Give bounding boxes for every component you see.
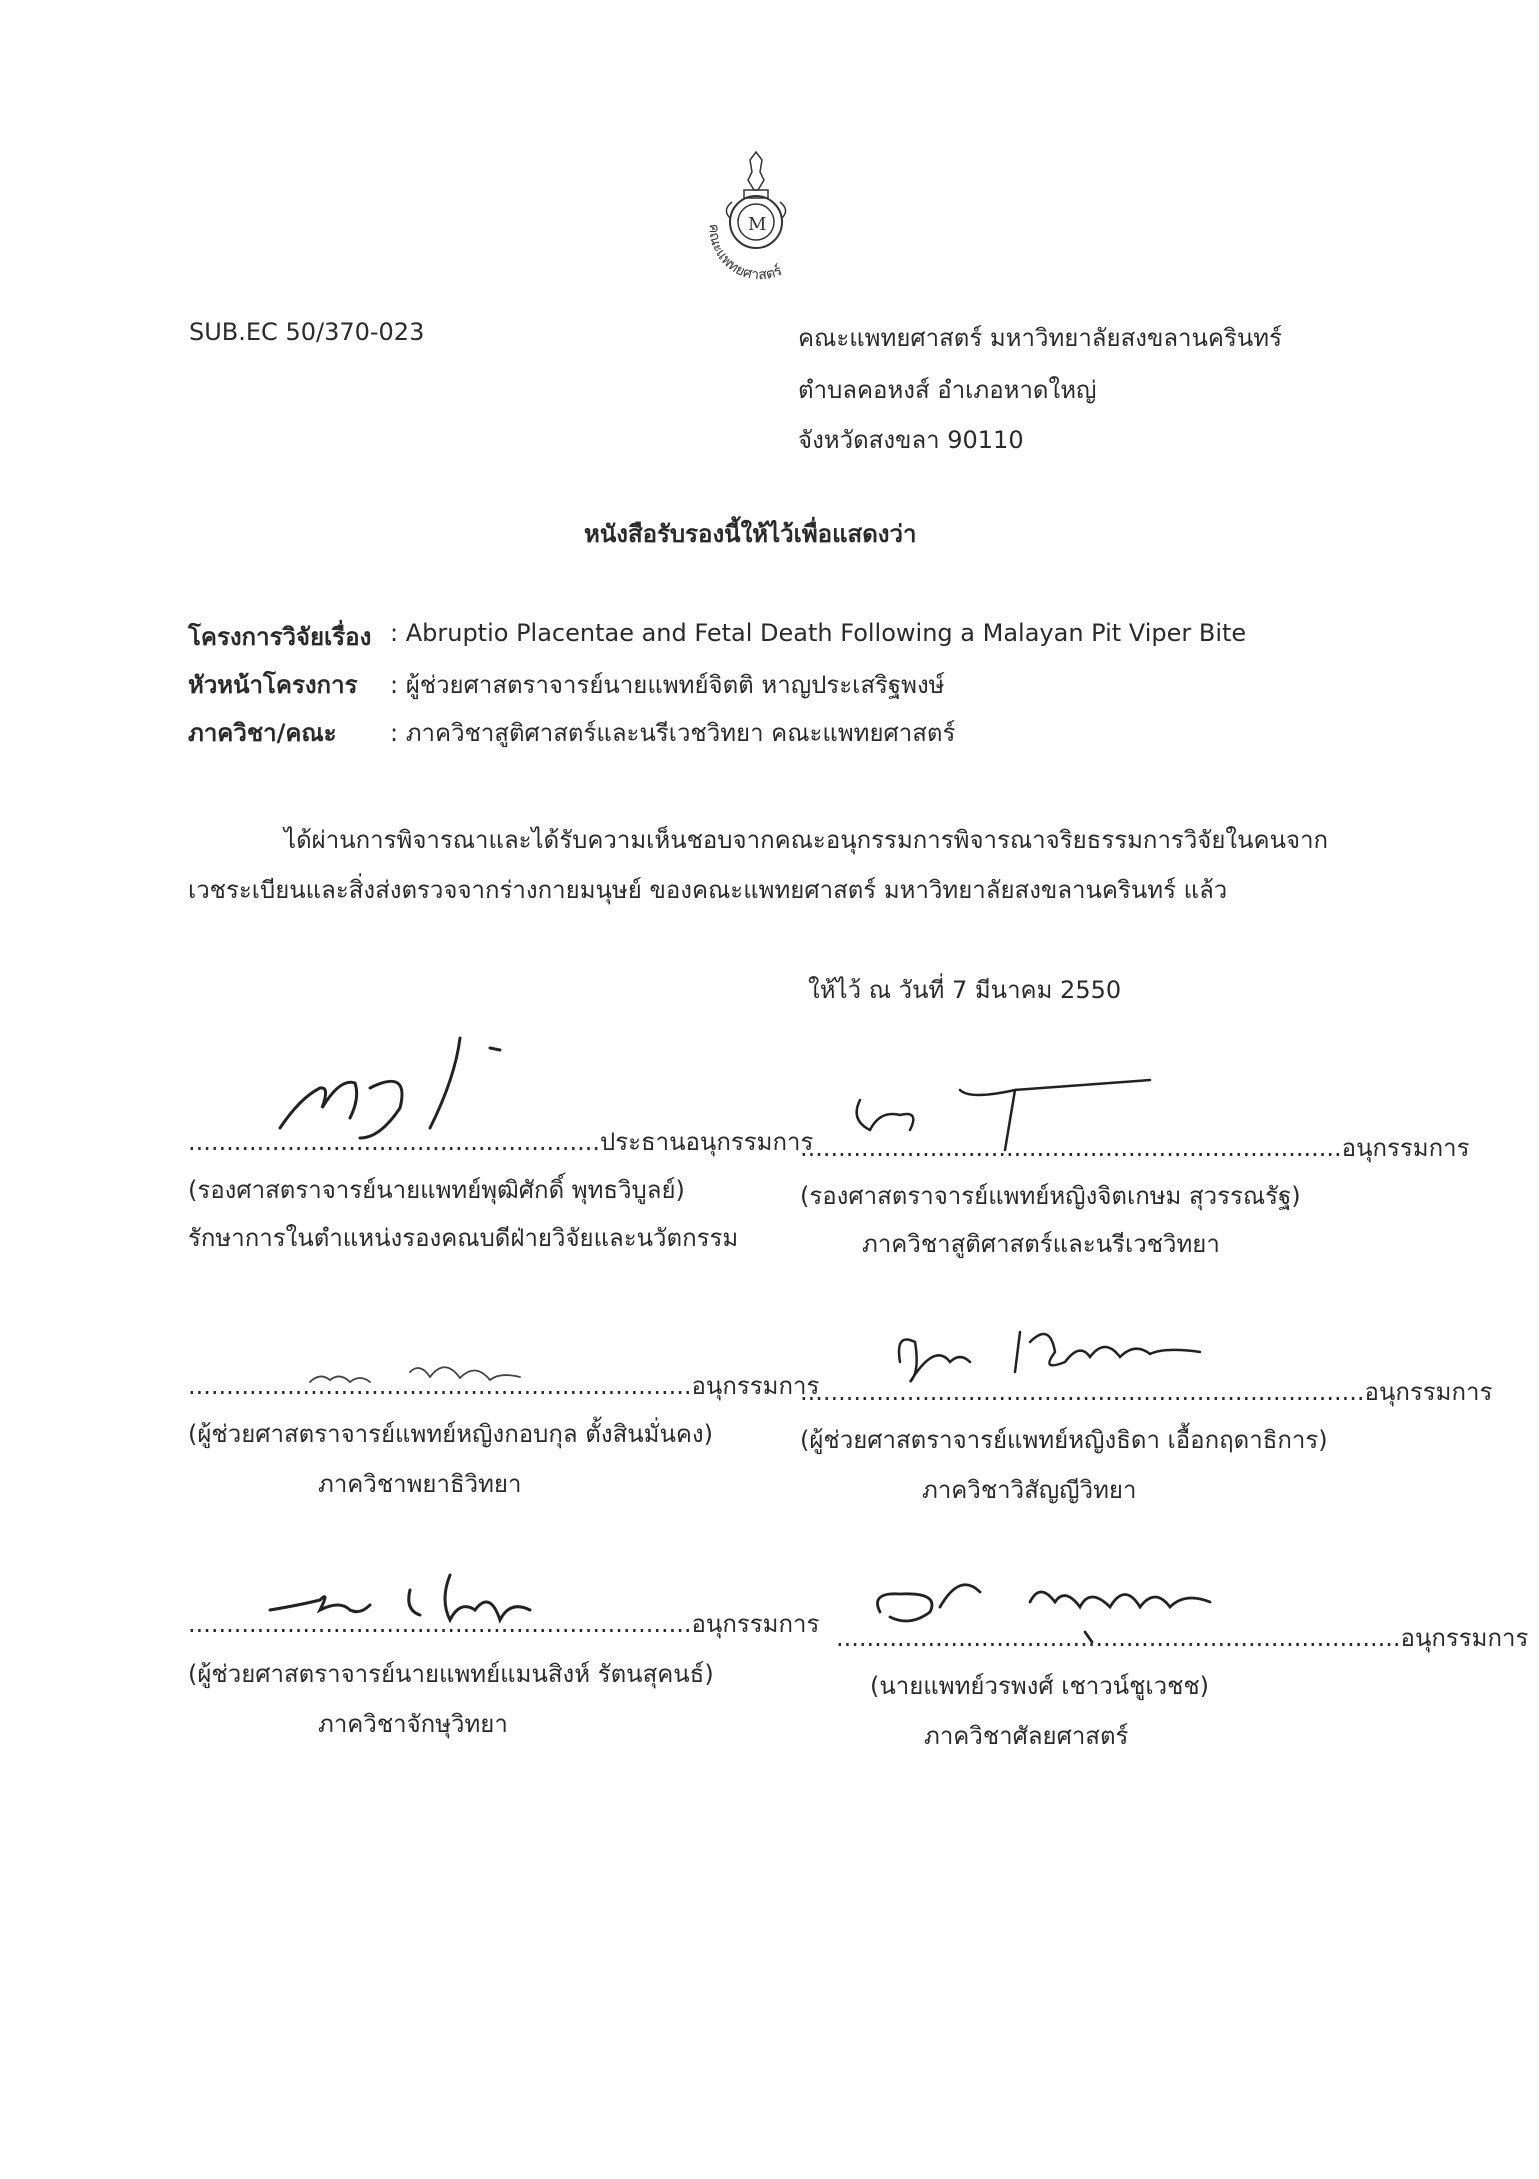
- seal-text: คณะแพทยศาสตร์: [705, 223, 785, 282]
- faculty-seal-logo: [692, 150, 844, 282]
- signatory-3-name: (ผู้ช่วยศาสตราจารย์แพทย์หญิงกอบกุล ตั้งสินมั่นคง): [188, 1420, 713, 1448]
- signatory-2-line: .......................................................................อนุกรรมการ: [800, 1134, 1470, 1162]
- department-label: ภาควิชา/คณะ: [188, 719, 337, 747]
- signatory-2-name: (รองศาสตราจารย์แพทย์หญิงจิตเกษม สุวรรณรัฐ): [800, 1182, 1301, 1210]
- signatory-4-line: ..........................................................................อนุกรรมการ: [800, 1378, 1493, 1406]
- signatory-1-line: ......................................................ประธานอนุกรรมการ: [188, 1128, 814, 1156]
- signatory-6-position: ภาควิชาศัลยศาสตร์: [924, 1722, 1129, 1750]
- address-line-2: ตำบลคอหงส์ อำเภอหาดใหญ่: [798, 376, 1097, 404]
- signatory-1-position: รักษาการในตำแหน่งรองคณบดีฝ่ายวิจัยและนวัตกรรม: [188, 1224, 739, 1252]
- signatory-3-line: ..................................................................อนุกรรมการ: [188, 1372, 820, 1400]
- project-title-label: โครงการวิจัยเรื่อง: [188, 623, 372, 651]
- document-title: หนังสือรับรองนี้ให้ไว้เพื่อแสดงว่า: [584, 520, 917, 548]
- signatory-6-name: (นายแพทย์วรพงศ์ เชาวน์ชูเวชช): [870, 1672, 1210, 1700]
- department-value: : ภาควิชาสูติศาสตร์และนรีเวชวิทยา คณะแพทยศาสตร์: [390, 719, 956, 747]
- body-line-2: เวชระเบียนและสิ่งส่งตรวจจากร่างกายมนุษย์ ของคณะแพทยศาสตร์ มหาวิทยาลัยสงขลานครินทร์ แล้ว: [188, 876, 1228, 904]
- project-title-value: : Abruptio Placentae and Fetal Death Following a Malayan Pit Viper Bite: [390, 619, 1247, 647]
- signatory-4-name: (ผู้ช่วยศาสตราจารย์แพทย์หญิงธิดา เอื้อกฤดาธิการ): [800, 1426, 1328, 1454]
- signatory-4-position: ภาควิชาวิสัญญีวิทยา: [922, 1476, 1137, 1504]
- signatory-5-name: (ผู้ช่วยศาสตราจารย์นายแพทย์แมนสิงห์ รัตนสุคนธ์): [188, 1660, 714, 1688]
- issue-date: ให้ไว้ ณ วันที่ 7 มีนาคม 2550: [808, 976, 1122, 1004]
- address-line-3: จังหวัดสงขลา 90110: [798, 426, 1024, 454]
- project-head-label: หัวหน้าโครงการ: [188, 671, 358, 699]
- signatory-6-line: ..........................................................................อนุกรรมการ: [836, 1624, 1529, 1652]
- address-line-1: คณะแพทยศาสตร์ มหาวิทยาลัยสงขลานครินทร์: [798, 324, 1282, 352]
- signatory-3-position: ภาควิชาพยาธิวิทยา: [318, 1470, 522, 1498]
- signatory-1-name: (รองศาสตราจารย์นายแพทย์พุฒิศักดิ์ พุทธวิบูลย์): [188, 1176, 685, 1204]
- project-head-value: : ผู้ช่วยศาสตราจารย์นายแพทย์จิตติ หาญประเสริฐพงษ์: [390, 671, 945, 699]
- signatory-5-position: ภาควิชาจักษุวิทยา: [318, 1710, 508, 1738]
- svg-text:คณะแพทยศาสตร์: [706, 224, 785, 282]
- signatory-2-position: ภาควิชาสูติศาสตร์และนรีเวชวิทยา: [862, 1230, 1220, 1258]
- body-line-1: ได้ผ่านการพิจารณาและได้รับความเห็นชอบจากคณะอนุกรรมการพิจารณาจริยธรรมการวิจัยในคนจาก: [284, 826, 1329, 854]
- reference-number: SUB.EC 50/370-023: [189, 318, 425, 346]
- svg-text:M: M: [748, 214, 767, 235]
- signatory-5-line: ..................................................................อนุกรรมการ: [188, 1610, 820, 1638]
